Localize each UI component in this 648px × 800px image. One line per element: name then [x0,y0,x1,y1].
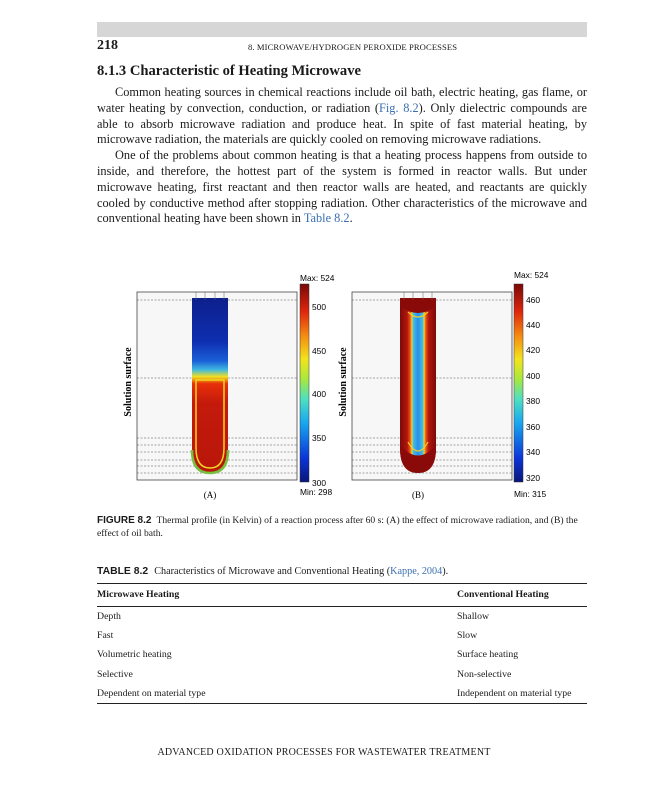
section-title: 8.1.3 Characteristic of Heating Microwave [97,63,361,79]
table-header-microwave: Microwave Heating [97,589,180,600]
figure-caption-text: Thermal profile (in Kelvin) of a reaction process after 60 s: (A) the effect of microwave radiation, and (B) the effect of oil bath. [97,515,578,539]
running-head: 8. MICROWAVE/HYDROGEN PEROXIDE PROCESSES [248,42,458,52]
figure-ref-link[interactable]: Fig. 8.2 [379,100,419,115]
panel-b-min-label: Min: 315 [514,489,547,499]
panel-a [123,273,335,500]
panel-a-colorbar [300,284,309,482]
table-header-row [97,584,587,607]
panel-a-min-label: Min: 298 [300,487,333,497]
panel-a-side-label: Solution surface [123,347,134,417]
panel-b-tick: 380 [526,396,540,406]
panel-a-tick: 400 [312,389,326,399]
table-row: Selective Non-selective [97,668,512,680]
page-number: 218 [97,38,118,53]
panel-a-tick: 450 [312,346,326,356]
paragraph-2: One of the problems about common heating is that a heating process happens from outside to inside, and therefore, the hottest part of the system is formed in reactor walls. But under microwave heating, first reactant and then reactor walls are heated, and reactants are quickly cooled by conductive method after stopping radiation. Other characteristics of the microwave and conventional heating have been shown in Table 8.2. [97,148,587,226]
panel-b [338,270,549,500]
panel-b-tick: 420 [526,345,540,355]
table-row: Depth Shallow [97,611,490,622]
table-header-conventional: Conventional Heating [457,589,549,600]
panel-b-side-label: Solution surface [338,347,349,417]
panel-a-tick: 350 [312,433,326,443]
panel-b-colorbar [514,284,523,482]
table-label: TABLE 8.2 [97,566,149,577]
panel-b-tick: 360 [526,422,540,432]
panel-a-reactor-tube [192,298,228,473]
panel-a-tick: 500 [312,302,326,312]
panel-b-reactor-tube [400,298,436,473]
panel-a-colorbar-ticks [312,302,326,488]
panel-b-tick: 440 [526,320,540,330]
panel-a-tag: (A) [203,490,217,500]
table-title: TABLE 8.2 Characteristics of Microwave and Conventional Heating (Kappe, 2004). [97,566,449,577]
body-text [97,85,587,227]
paragraph-1: Common heating sources in chemical reactions include oil bath, electric heating, gas flame, or water heating by convection, conduction, or radiation (Fig. 8.2). Only dielectric compounds are able to absorb microwave radiation and produce heat. In spite of fast material heating, by microwave radiation, the materials are quickly cooled on removing microwave radiations. [97,85,587,147]
table-row: Dependent on material type Independent on material type [97,687,572,699]
figure-caption [97,514,587,540]
panel-a-max-label: Max: 524 [300,273,335,283]
panel-b-max-label: Max: 524 [514,270,549,280]
header-bar [97,22,587,37]
panel-b-tick: 320 [526,473,540,483]
table-row: Fast Slow [97,630,478,642]
page-footer: ADVANCED OXIDATION PROCESSES FOR WASTEWATER TREATMENT [157,747,491,758]
figure-label: FIGURE 8.2 [97,515,152,526]
panel-b-tick: 400 [526,371,540,381]
table-citation-link[interactable]: Kappe, 2004 [390,566,443,577]
comparison-table [97,583,587,704]
panel-b-colorbar-ticks [526,295,540,483]
panel-b-tick: 460 [526,295,540,305]
figure-thermal-profile [112,270,582,505]
panel-a-tick: 300 [312,478,326,488]
panel-b-tag: (B) [412,490,424,500]
table-ref-link[interactable]: Table 8.2 [303,211,350,226]
panel-b-tick: 340 [526,447,540,457]
table-row: Volumetric heating Surface heating [97,649,519,661]
